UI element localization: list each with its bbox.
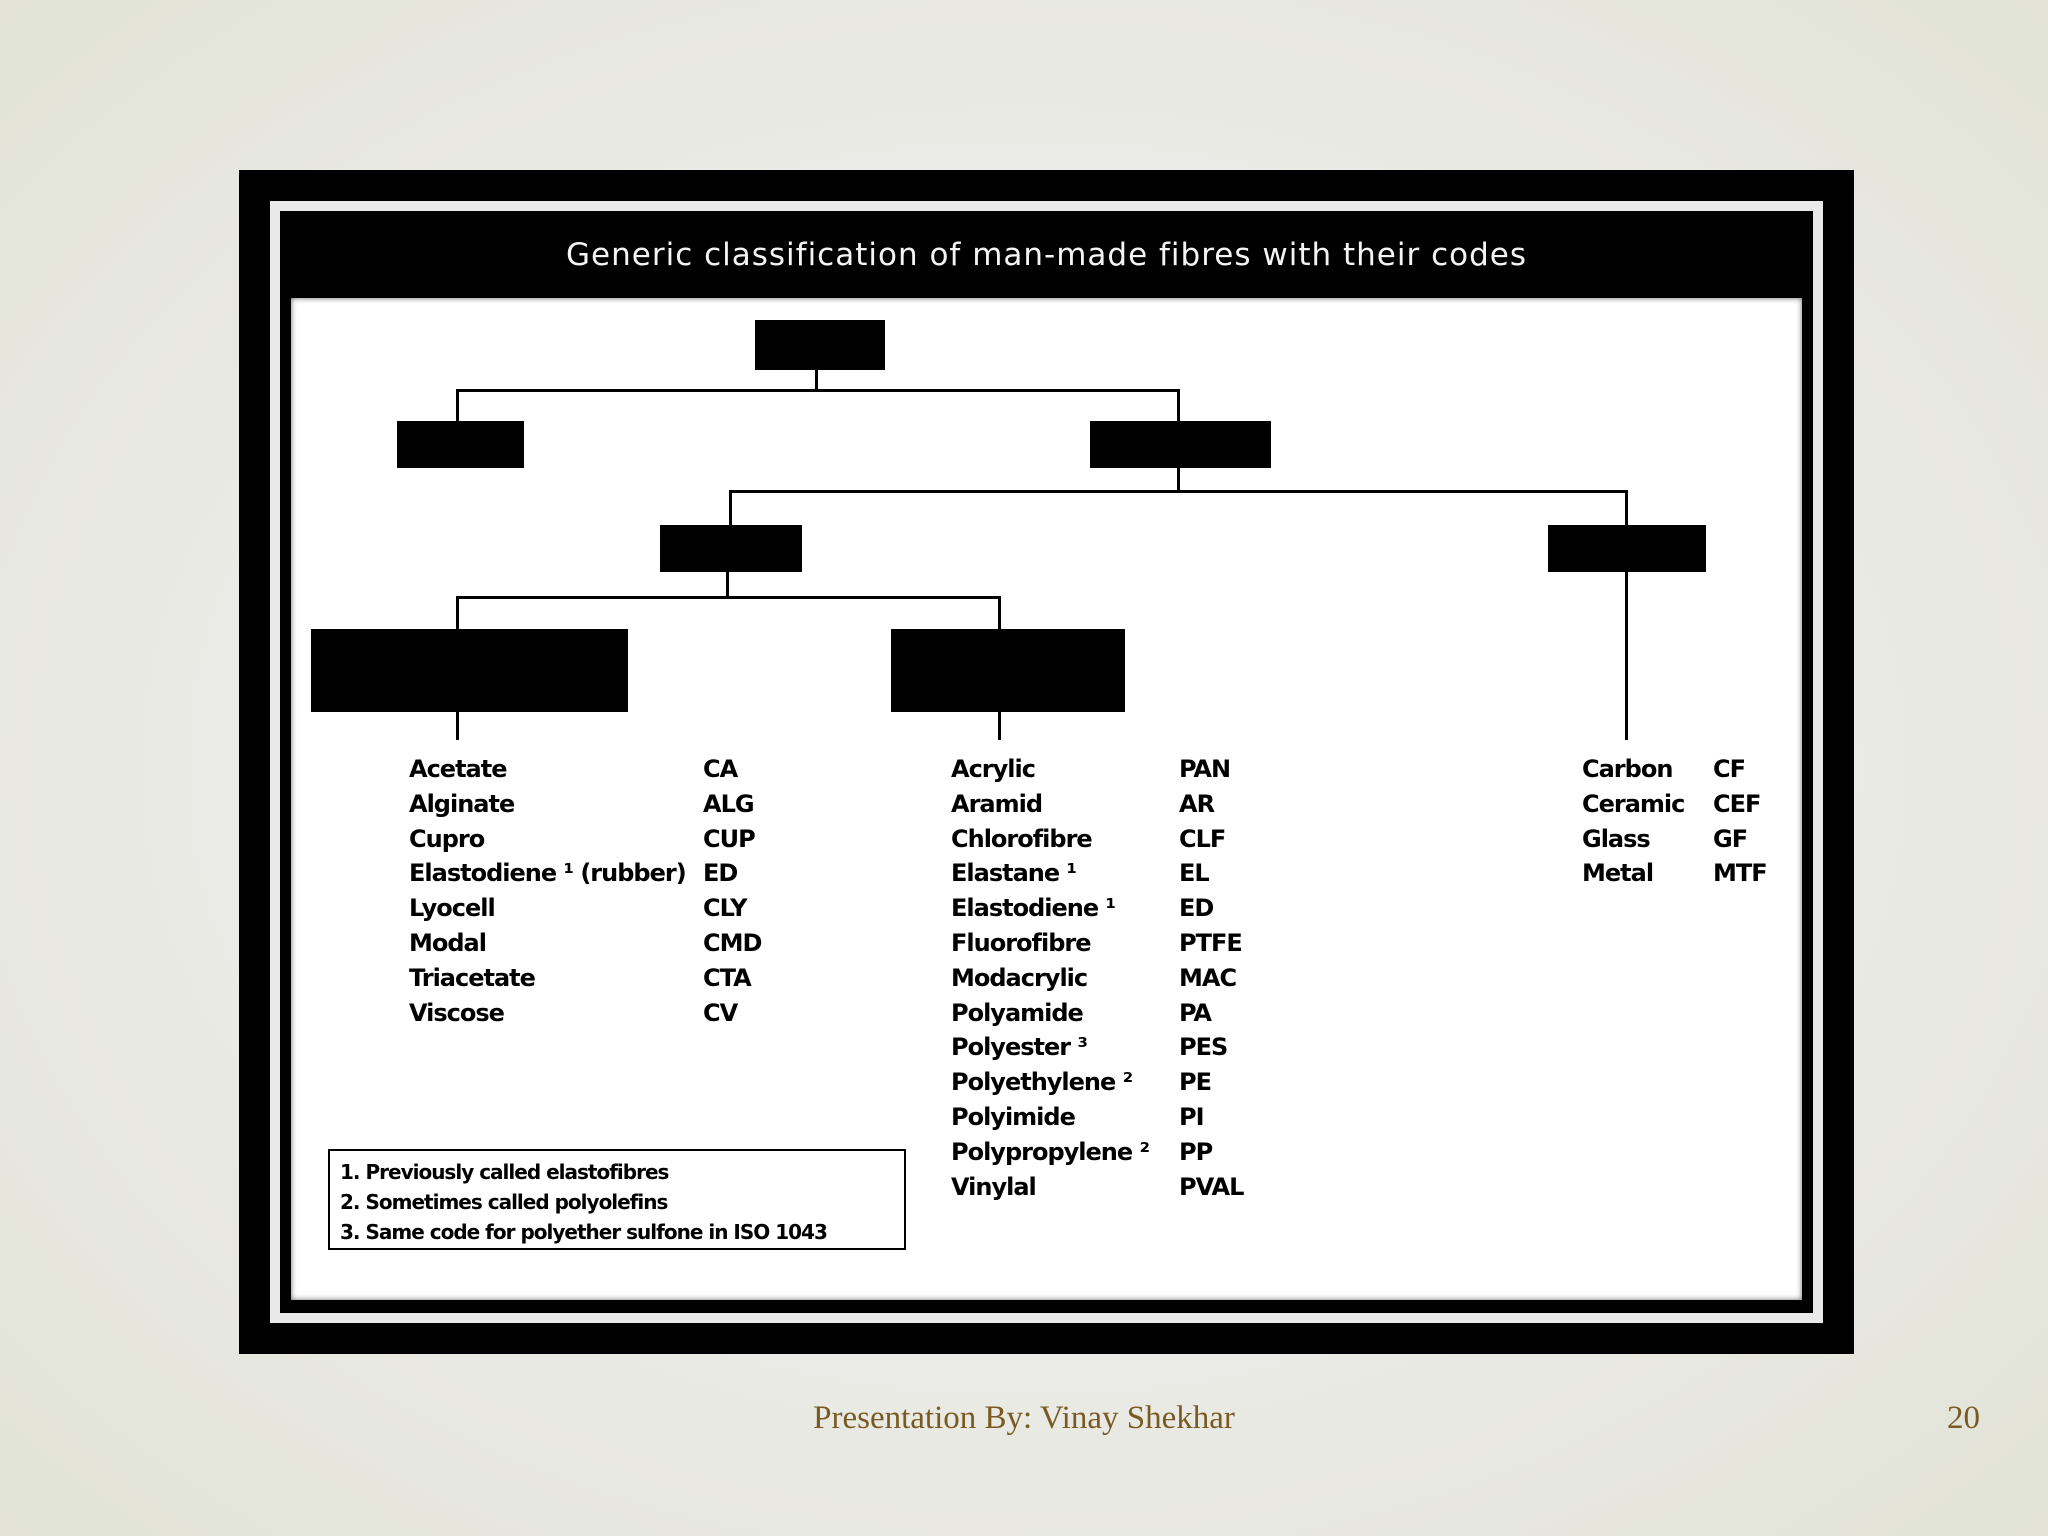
fibre-code: AR	[1179, 789, 1215, 818]
fibre-name: Triacetate	[409, 963, 535, 992]
connector-line	[998, 712, 1001, 740]
fibre-code: PE	[1179, 1068, 1211, 1097]
connector-line	[456, 712, 459, 740]
fibre-code: PI	[1179, 1102, 1204, 1131]
fibre-name: Polypropylene ²	[951, 1137, 1150, 1166]
connector-line	[998, 596, 1001, 629]
fibre-name: Lyocell	[409, 894, 495, 923]
fibre-name: Acrylic	[951, 755, 1035, 783]
fibre-name: Fluorofibre	[951, 928, 1091, 957]
connector-line	[1177, 468, 1180, 491]
inorganic-box	[1548, 525, 1706, 572]
footnote-item: 1. Previously called elastofibres	[340, 1160, 669, 1184]
connector-line	[729, 490, 732, 525]
man-made-fibres-box	[1090, 421, 1271, 468]
fibre-code: CTA	[703, 963, 751, 992]
natural-polymer-codes	[703, 752, 761, 1030]
fibre-code: PP	[1179, 1137, 1213, 1166]
inorganic-names	[1582, 752, 1684, 891]
fibre-name: Polyethylene ²	[951, 1068, 1133, 1097]
fibre-name: Polyester ³	[951, 1033, 1087, 1062]
fibre-code: CMD	[703, 928, 762, 957]
synthetic-polymer-names	[951, 752, 1149, 1204]
fibre-code: EL	[1179, 859, 1209, 888]
connector-line	[729, 490, 1627, 493]
connector-line	[1625, 490, 1628, 525]
fibre-code: PAN	[1179, 755, 1231, 783]
fibre-name: Alginate	[409, 789, 515, 818]
synthetic-polymer-box	[891, 629, 1125, 712]
fibre-name: Vinylal	[951, 1172, 1036, 1201]
fibre-name: Carbon	[1582, 755, 1673, 783]
fibre-code: ALG	[703, 789, 754, 818]
connector-line	[1177, 389, 1180, 421]
fibre-name: Chlorofibre	[951, 824, 1092, 853]
fibre-code: MAC	[1179, 963, 1237, 992]
fibre-name: Polyimide	[951, 1102, 1075, 1131]
footnotes-box	[328, 1149, 906, 1250]
connector-line	[456, 389, 459, 421]
fibre-code: PES	[1179, 1033, 1228, 1062]
inorganic-codes	[1713, 752, 1767, 891]
connector-line	[456, 389, 1180, 392]
fibre-name: Acetate	[409, 755, 507, 783]
connector-line	[815, 370, 818, 390]
fibre-code: MTF	[1713, 859, 1767, 888]
connector-line	[456, 596, 1001, 599]
footnote-item: 2. Sometimes called polyolefins	[340, 1190, 668, 1214]
fibre-code: CUP	[703, 824, 755, 853]
fibre-code: ED	[703, 859, 738, 888]
fibre-name: Modacrylic	[951, 963, 1088, 992]
fibre-name: Cupro	[409, 824, 485, 853]
connector-line	[456, 596, 459, 629]
fibre-code: ED	[1179, 894, 1214, 923]
fibre-name: Elastodiene ¹ (rubber)	[409, 859, 686, 888]
fibre-code: GF	[1713, 824, 1748, 853]
fibre-name: Viscose	[409, 998, 504, 1027]
fibre-code: CF	[1713, 755, 1746, 783]
fibre-code: CLY	[703, 894, 747, 923]
fibre-code: PTFE	[1179, 928, 1242, 957]
natural-polymer-names	[409, 752, 686, 1030]
connector-line	[1625, 572, 1628, 740]
presenter-footer: Presentation By: Vinay Shekhar	[813, 1400, 1235, 1436]
fibre-name: Elastodiene ¹	[951, 894, 1115, 923]
natural-fibres-box	[397, 421, 524, 468]
synthetic-polymer-codes	[1179, 752, 1243, 1204]
fibre-name: Aramid	[951, 789, 1043, 818]
fibre-name: Polyamide	[951, 998, 1083, 1027]
diagram-title: Generic classification of man-made fibres with their codes	[566, 237, 1527, 273]
fibre-code: PVAL	[1179, 1172, 1244, 1201]
root-box	[755, 320, 885, 370]
fibre-code: CV	[703, 998, 738, 1027]
natural-polymer-box	[311, 629, 628, 712]
fibre-code: PA	[1179, 998, 1211, 1027]
organic-box	[660, 525, 802, 572]
footnote-item: 3. Same code for polyether sulfone in ISO 1043	[340, 1220, 827, 1244]
fibre-code: CA	[703, 755, 738, 783]
connector-line	[726, 572, 729, 597]
fibre-name: Ceramic	[1582, 789, 1685, 818]
fibre-name: Elastane ¹	[951, 859, 1076, 888]
fibre-code: CEF	[1713, 789, 1761, 818]
fibre-name: Glass	[1582, 824, 1650, 853]
fibre-name: Modal	[409, 928, 486, 957]
fibre-code: CLF	[1179, 824, 1226, 853]
page-number: 20	[1947, 1400, 1980, 1436]
fibre-name: Metal	[1582, 859, 1654, 888]
